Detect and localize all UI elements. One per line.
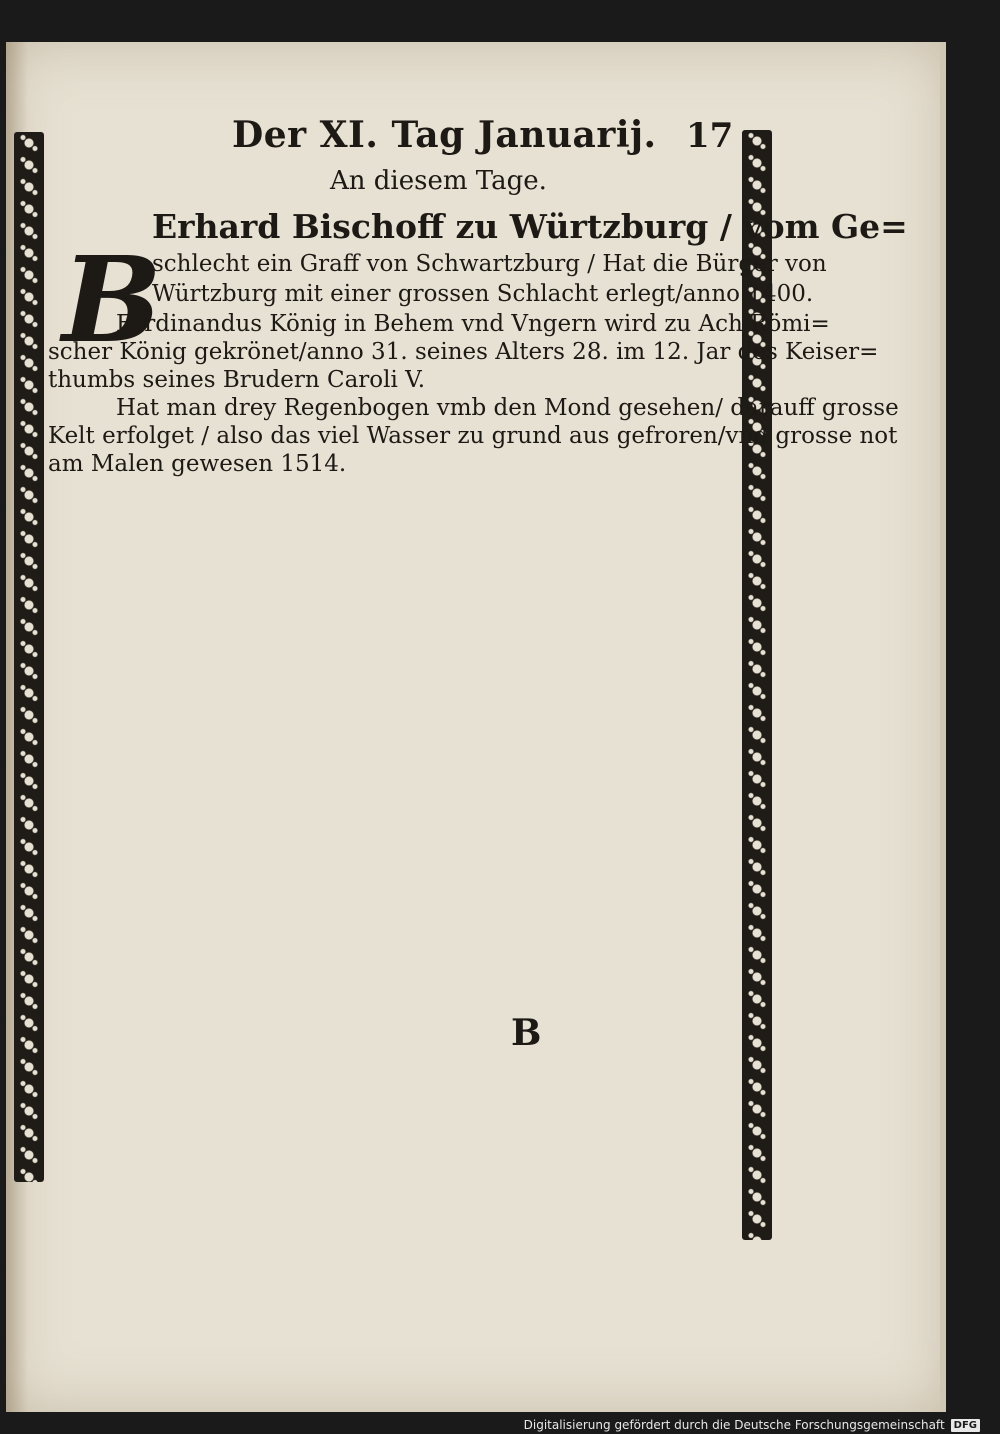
text-line: Würtzburg mit einer grossen Schlacht erlegt/anno 1400. (152, 281, 814, 307)
ornamental-border-left (14, 132, 44, 1182)
text-line: am Malen gewesen 1514. (48, 451, 347, 477)
signature-mark: B (511, 1012, 542, 1054)
digitization-footer (524, 1416, 980, 1434)
text-line: Erhard Bischoff zu Würtzburg / vom Ge= (152, 207, 908, 246)
text-line: scher König gekrönet/anno 31. seines Alters 28. im 12. Jar des Keiser= (48, 339, 879, 365)
dfg-logo: DFG (951, 1419, 980, 1432)
text-line: Ferdinandus König in Behem vnd Vngern wird zu Ach Römi= (116, 311, 830, 337)
text-line: schlecht ein Graff von Schwartzburg / Hat die Bürger von (152, 251, 827, 277)
page-header (232, 114, 752, 164)
decorated-initial: B (62, 230, 162, 369)
text-line: thumbs seines Brudern Caroli V. (48, 367, 426, 393)
page-number: 17 (686, 116, 734, 156)
book-page (6, 42, 946, 1412)
section-subtitle: An diesem Tage. (330, 166, 547, 196)
text-line: Kelt erfolget / also das viel Wasser zu grund aus gefroren/vnd grosse not (48, 423, 898, 449)
footer-text: Digitalisierung gefördert durch die Deutsche Forschungsgemeinschaft (523, 1418, 945, 1432)
running-head: Der XI. Tag Januarij. (232, 114, 657, 156)
text-line: Hat man drey Regenbogen vmb den Mond gesehen/ darauff grosse (116, 395, 899, 421)
page-edge (940, 42, 946, 1412)
